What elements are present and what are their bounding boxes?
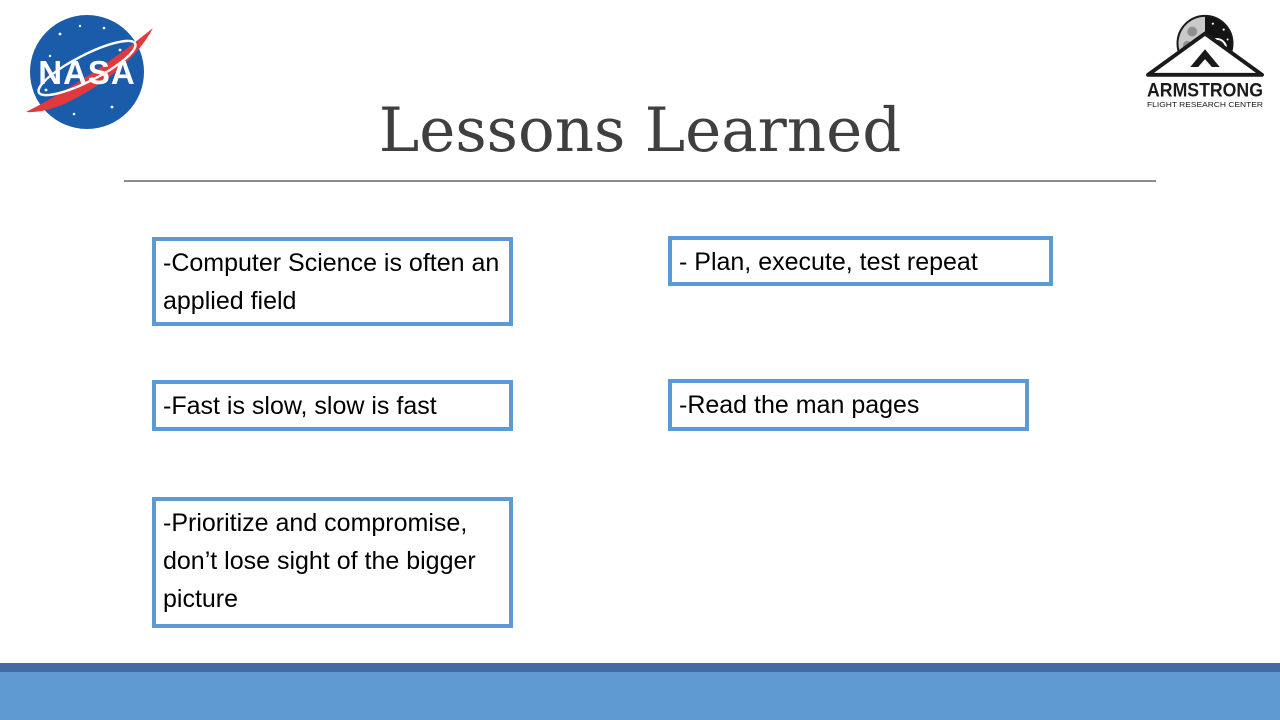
footer-stripe-dark bbox=[0, 663, 1280, 672]
lesson-box-man-pages: -Read the man pages bbox=[668, 379, 1029, 431]
lesson-box-applied-field: -Computer Science is often an applied field bbox=[152, 237, 513, 326]
title-underline bbox=[124, 180, 1156, 182]
lesson-box-fast-slow: -Fast is slow, slow is fast bbox=[152, 380, 513, 431]
footer-stripe-light bbox=[0, 672, 1280, 720]
page-title: Lessons Learned bbox=[378, 95, 902, 166]
lesson-box-plan-execute: - Plan, execute, test repeat bbox=[668, 236, 1053, 286]
nasa-wordmark: NASA bbox=[38, 54, 136, 91]
afrc-subtitle-text: FLIGHT RESEARCH CENTER bbox=[1147, 100, 1264, 110]
lesson-box-prioritize: -Prioritize and compromise, don’t lose sight of the bigger picture bbox=[152, 497, 513, 628]
afrc-name-text: ARMSTRONG bbox=[1147, 79, 1263, 102]
